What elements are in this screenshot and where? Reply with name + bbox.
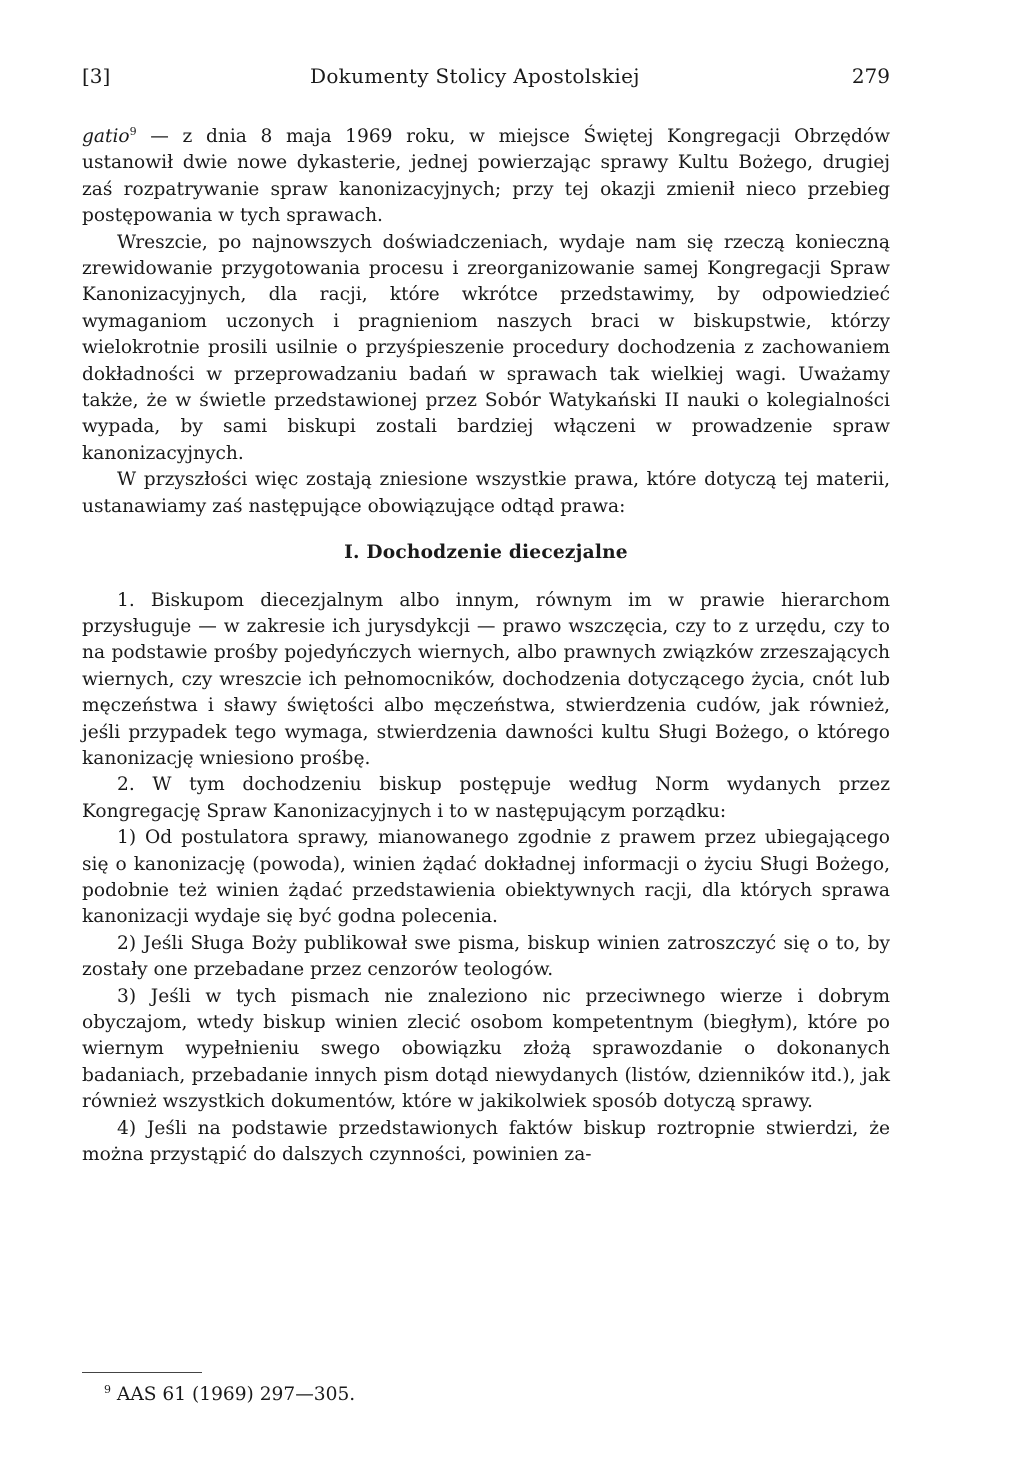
list-item: 1) Od postulatora sprawy, mianowanego zgodnie z prawem przez ubiegającego się o kanonizację (powoda), winien żądać dokładnej informacji o życiu Sługi Bożego, podobnie też winien żądać przedstawienia obiektywnych racji, dla których sprawa kanonizacji wydaje się być godna polecenia.	[82, 827, 890, 928]
list-item: 2) Jeśli Sługa Boży publikował swe pisma, biskup winien zatroszczyć się o to, by zostały one przebadane przez cenzorów teologów.	[82, 932, 890, 981]
paragraph-text: — z dnia 8 maja 1969 roku, w miejsce Świętej Kongregacji Obrzędów ustanowił dwie nowe dykasterie, jednej powierzając sprawy Kultu Bożego, drugiej zaś rozpatrywanie spraw kanonizacyjnych; przy tej okazji zmienił nieco przebieg postępowania w tych sprawach.	[82, 126, 890, 227]
document-page	[82, 56, 890, 1405]
page-number: 279	[851, 64, 890, 88]
paragraph: W przyszłości więc zostają zniesione wszystkie prawa, które dotyczą tej materii, ustanawiamy zaś następujące obowiązujące odtąd prawa:	[82, 469, 890, 517]
section-heading: I. Dochodzenie diecezjalne	[344, 542, 628, 564]
footnote-text: AAS 61 (1969) 297—305.	[111, 1384, 356, 1405]
footnote-reference: 9	[129, 124, 137, 138]
footnote-mark: 9	[104, 1382, 111, 1396]
running-title: Dokumenty Stolicy Apostolskiej	[310, 64, 640, 88]
running-header	[82, 56, 890, 100]
list-item: 4) Jeśli na podstawie przedstawionych faktów biskup roztropnie stwierdzi, że można przystąpić do dalszych czynności, powinien za-	[82, 1117, 890, 1166]
footnote-divider	[82, 1372, 202, 1373]
paragraph: Wreszcie, po najnowszych doświadczeniach, wydaje nam się rzeczą konieczną zrewidowanie przygotowania procesu i zreorganizowanie samej Kongregacji Spraw Kanonizacyjnych, dla racji, które wkrótce przedstawimy, by odpowiedzieć wymaganiom uczonych i pragnieniom naszych braci w biskupstwie, którzy wielokrotnie prosili usilnie o przyśpieszenie procedury dochodzenia z zachowaniem dokładności w przeprowadzaniu badań w sprawach tak wielkiej wagi. Uważamy także, że w świetle przedstawionej przez Sobór Watykański II nauki o kolegialności wypada, by sami biskupi zostali bardziej włączeni w prowadzenie spraw kanonizacyjnych.	[82, 231, 890, 464]
paragraph-continuation	[82, 124, 890, 230]
numbered-paragraph: 2. W tym dochodzeniu biskup postępuje według Norm wydanych przez Kongregację Spraw Kanonizacyjnych i to w następującym porządku:	[82, 774, 890, 822]
section-number: [3]	[82, 64, 111, 88]
footnote	[82, 1383, 912, 1407]
body-text	[82, 124, 890, 1168]
numbered-paragraph: 1. Biskupom diecezjalnym albo innym, równym im w prawie hierarchom przysługuje — w zakresie ich jurysdykcji — prawo wszczęcia, czy to z urzędu, czy to na podstawie prośby pojedyńczych wiernych, albo prawnych związków zrzeszających wiernych, czy wreszcie ich pełnomocników, dochodzenia dotyczącego życia, cnót lub męczeństwa i sławy świętości albo męczeństwa, stwierdzenia cudów, jak również, jeśli przypadek tego wymaga, stwierdzenia dawności kultu Sługi Bożego, o którego kanonizację wniesiono prośbę.	[82, 589, 890, 769]
continued-word: gatio	[82, 126, 130, 147]
list-item: 3) Jeśli w tych pismach nie znaleziono nic przeciwnego wierze i dobrym obyczajom, wtedy biskup winien zlecić osobom kompetentnym (biegłym), które po wiernym wypełnieniu swego obowiązku złożą sprawozdanie o dokonanych badaniach, przebadanie innych pism dotąd niewydanych (listów, dzienników itd.), jak również wszystkich dokumentów, które w jakikolwiek sposób dotyczą sprawy.	[82, 985, 890, 1113]
